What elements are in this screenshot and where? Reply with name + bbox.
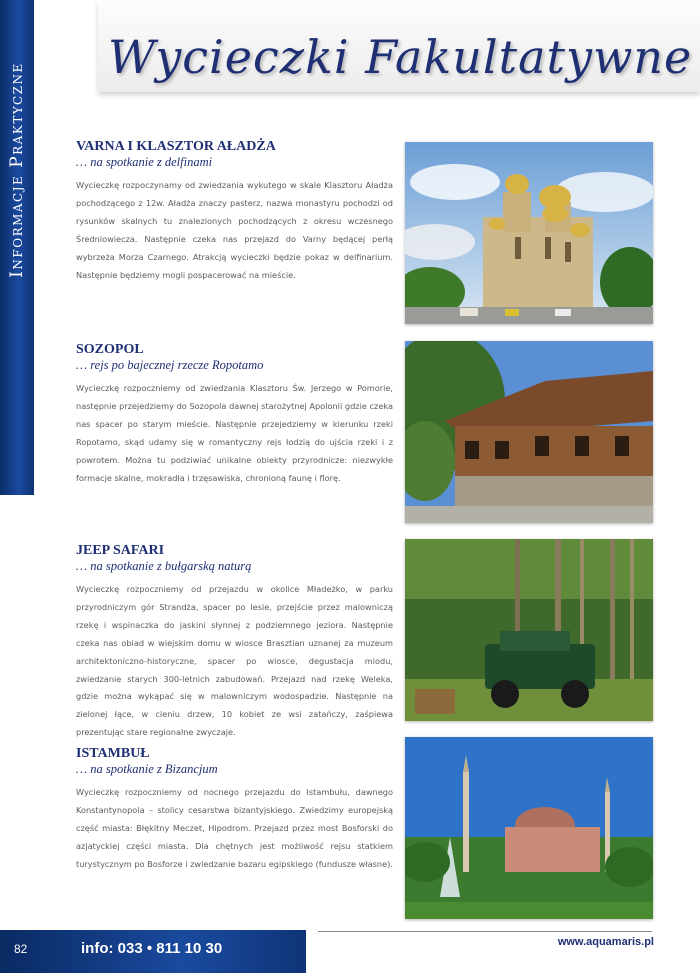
section-body: Wycieczkę rozpoczniemy od zwiedzania Klasztoru Św. Jerzego w Pomorie, następnie przejedziemy do Sozopola dawnej starożytnej Apolonii gdzie czeka nas spacer po starym mieście. Następnie przejedziemy w kierunku rzeki Ropotamo, skąd udamy się w romantyczny rejs łodzią do ujścia rzeki i z powrotem. Można tu podziwiać unikalne obiekty przyrodnicze: niezwykłe formacje skalne, mokradła i trzęsawiska, chronioną faunę i florę. <box>76 383 393 483</box>
section-body: Wycieczkę rozpoczynamy od zwiedzania wykutego w skale Klasztoru Aładża pochodzącego z 12w. Aładża znaczy pasterz, nazwa monastyru pochodzi od rysunków skalnych tu znalezionych pochodzących z okresu wczesnego Średniowiecza. Następnie czeka nas przejazd do Varny będącej perłą wybrzeża Morza Czarnego. Atrakcją wycieczki będzie pokaz w delfinarium. Następnie będziemy mogli pospacerować na mieście. <box>76 180 393 280</box>
section-title: VARNA I KLASZTOR AŁADŻA <box>76 139 276 154</box>
section-subtitle: … na spotkanie z bułgarską naturą <box>76 559 252 573</box>
section-istanbul <box>76 746 393 874</box>
section-body: Wycieczkę rozpoczniemy od nocnego przejazdu do Istambułu, dawnego Konstantynopola – stolicy cesarstwa bizantyjskiego. Zwiedzimy europejską część miasta: Błękitny Meczet, Hipodrom. Przejazd przez most Bosforski do azjatyckiej części miasta. Dla chętnych jest możliwość rejsu statkiem turystycznym po Bosforze i zwiedzanie bazaru egipskiego (fundusze własne). <box>76 787 393 869</box>
footer-website-link[interactable]: www.aquamaris.pl <box>557 936 654 948</box>
section-varna <box>76 139 393 284</box>
footer-contact-info: info: 033 • 811 10 30 <box>81 940 223 957</box>
section-title: ISTAMBUŁ <box>76 746 150 761</box>
photo-sozopol-house <box>405 341 653 523</box>
section-jeep-safari <box>76 543 393 742</box>
section-subtitle: … na spotkanie z Bizancjum <box>76 762 218 776</box>
side-label: Informacje Praktyczne <box>7 62 27 278</box>
photo-istanbul-hagia-sophia <box>405 737 653 919</box>
footer-divider <box>318 931 652 932</box>
section-subtitle: … rejs po bajecznej rzecze Ropotamo <box>76 358 264 372</box>
section-title: JEEP SAFARI <box>76 543 165 558</box>
page-number: 82 <box>14 942 28 956</box>
section-body: Wycieczkę rozpoczniemy od przejazdu w okolice Mładeżko, w parku przyrodniczym gór Strandża, spacer po lesie, przejście przez malowniczą rzekę i wspinaczka do jaskini słynnej z podziemnego jeziora. Następnie czeka nas obiad w wiejskim domu w wiosce Brasztian uznanej za muzeum architektoniczno-historyczne, spacer po wiosce, degustacja miodu, zwiedzanie starych 300-letnich zabudowań. Przejazd nad rzekę Weleka, gdzie można wykąpać się w malowniczym wodospadzie. Następnie na zielonej łące, w cieniu drzew, 10 kobiet ze wsi zatańczy, zaśpiewa prezentując stare regionalne zwyczaje. <box>76 584 393 738</box>
photo-jeep-forest <box>405 539 653 721</box>
section-title: SOZOPOL <box>76 342 144 357</box>
photo-varna-cathedral <box>405 142 653 324</box>
section-subtitle: … na spotkanie z delfinami <box>76 155 213 169</box>
page-title: Wycieczki Fakultatywne <box>108 30 693 84</box>
section-sozopol <box>76 342 393 487</box>
